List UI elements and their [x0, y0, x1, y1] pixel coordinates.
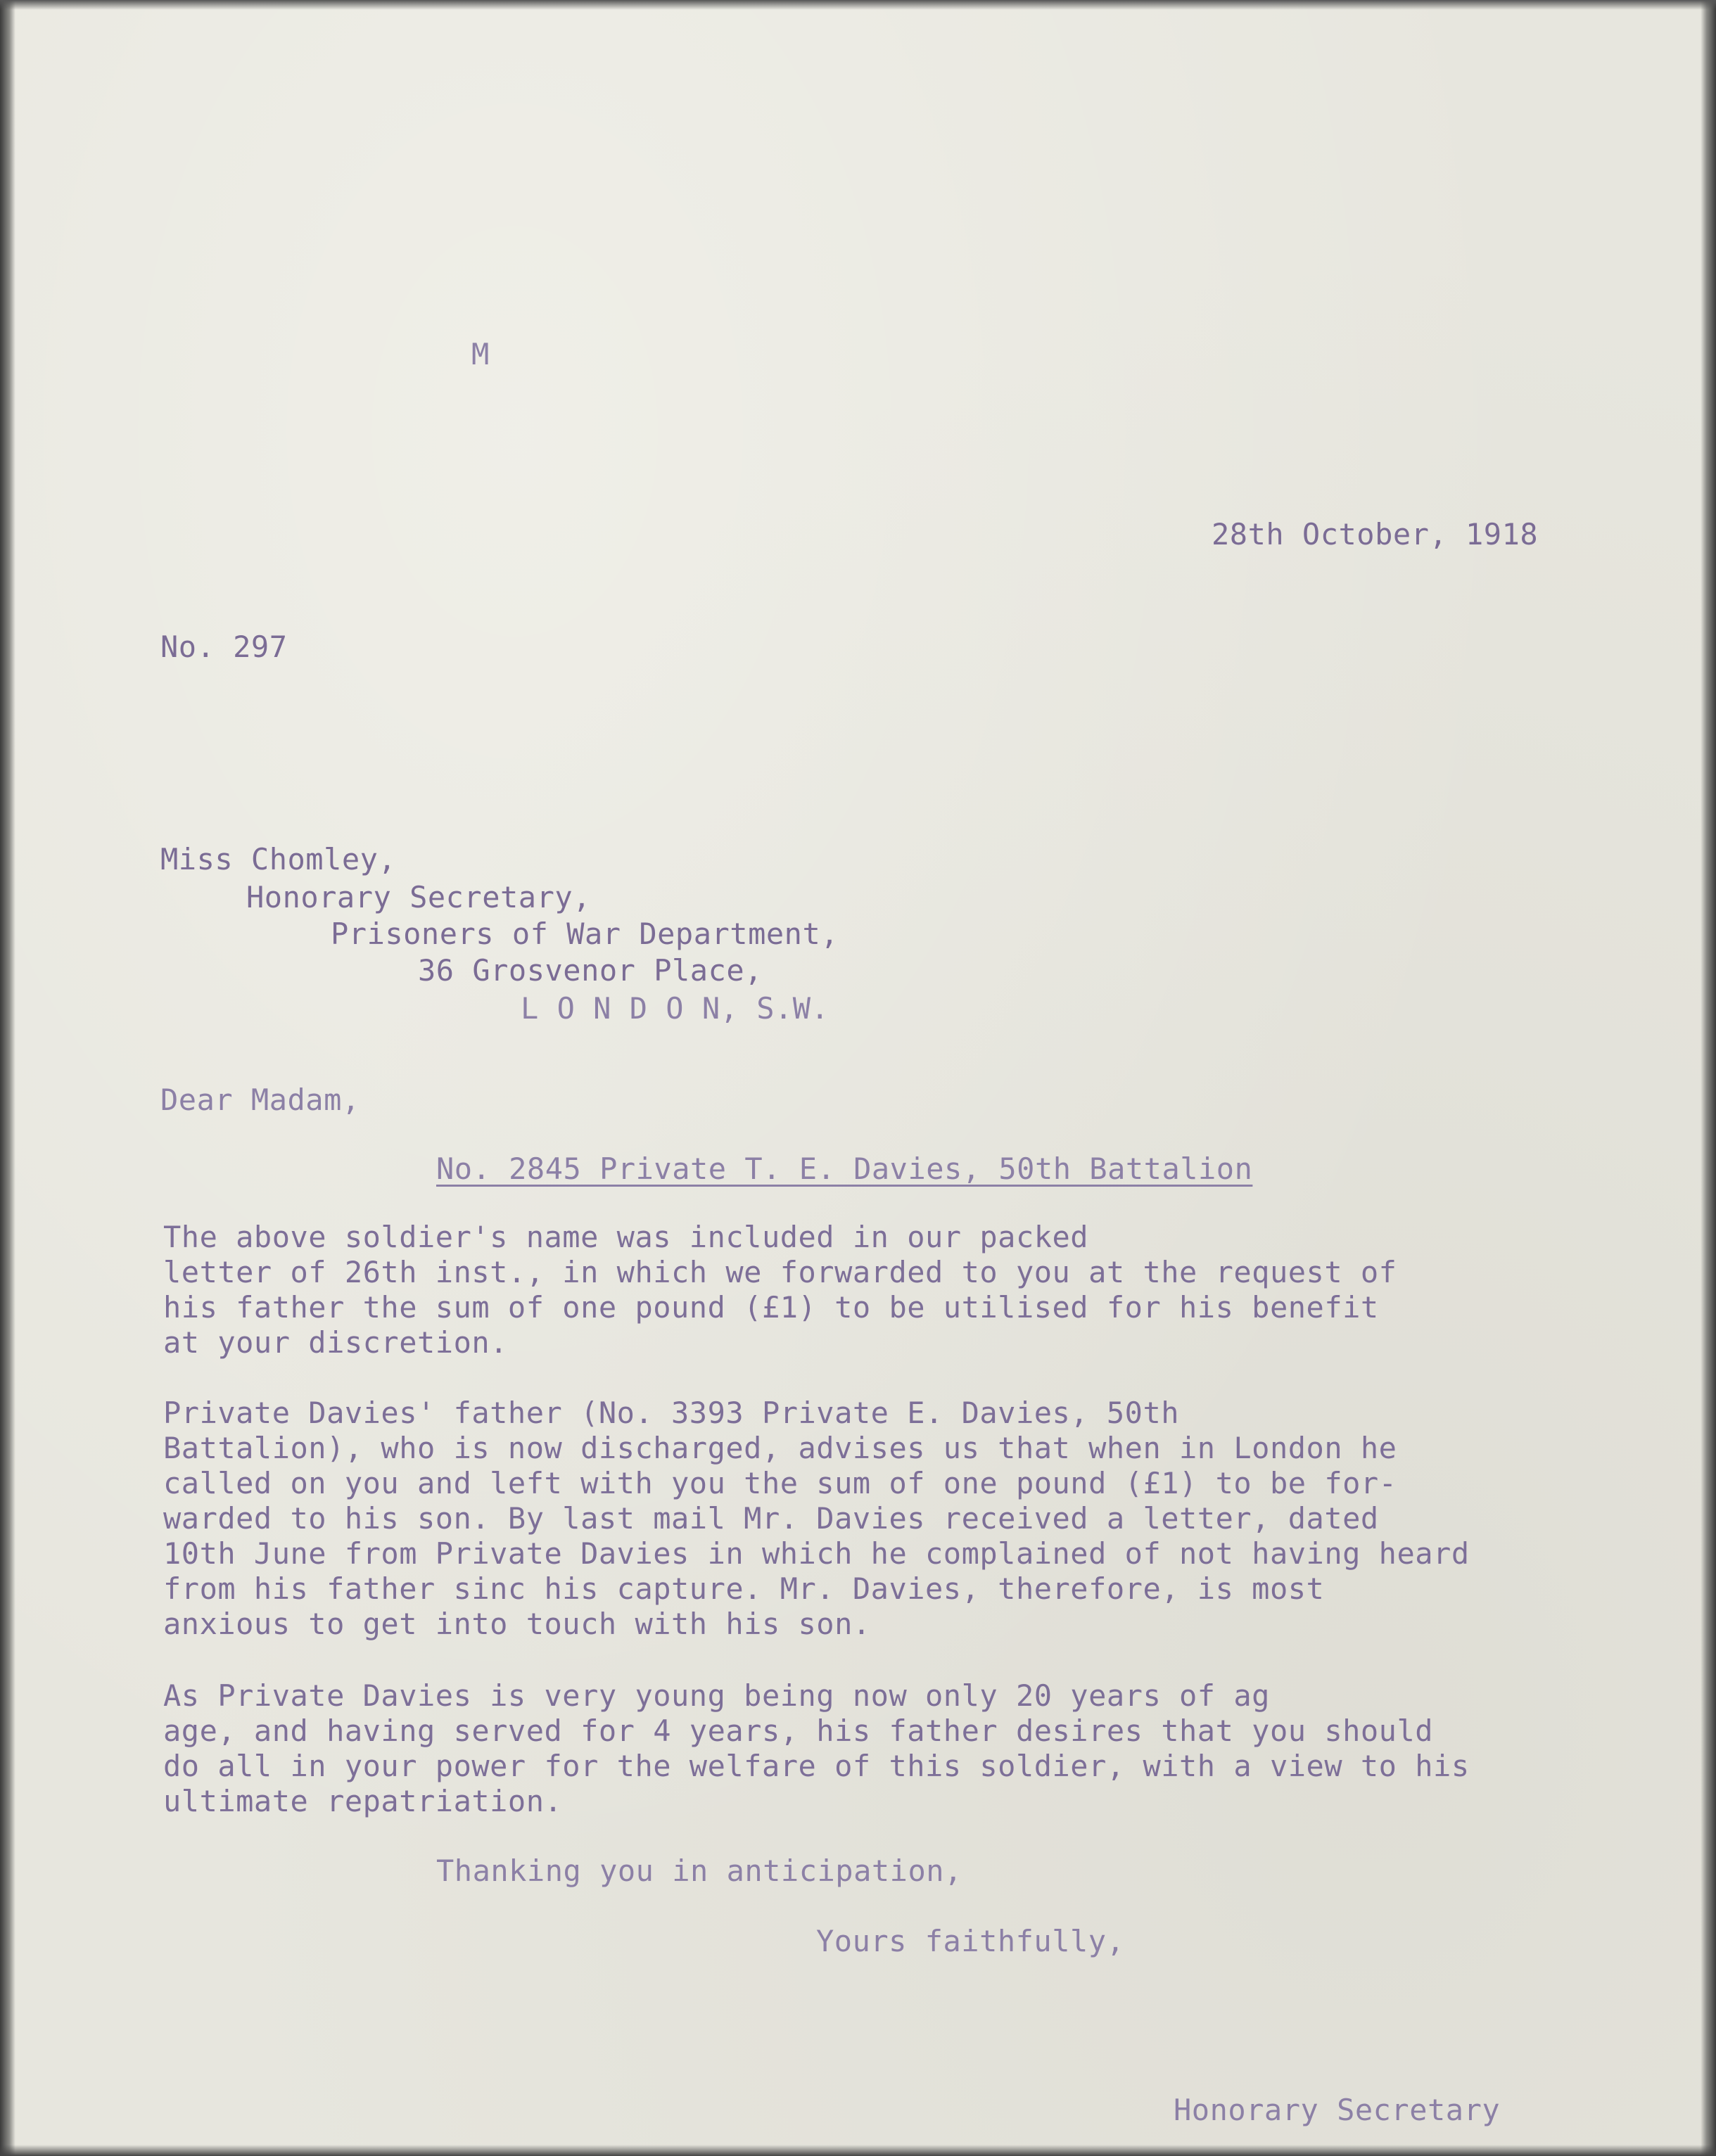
- scan-edge-top: [0, 0, 1716, 10]
- recipient-title: Honorary Secretary,: [246, 880, 591, 914]
- salutation: Dear Madam,: [160, 1083, 360, 1117]
- paragraph-3: As Private Davies is very young being now only 20 years of ag age, and having served for 4 years, his father desires that you should do all in your power for the welfare of this soldier, with a view to his ultimate repatriation.: [163, 1678, 1470, 1818]
- reference-number: No. 297: [160, 630, 288, 664]
- recipient-name: Miss Chomley,: [160, 842, 397, 876]
- scan-edge-left: [0, 0, 15, 2156]
- subject-line: No. 2845 Private T. E. Davies, 50th Battalion: [436, 1152, 1253, 1186]
- scan-edge-right: [1701, 0, 1716, 2156]
- signature-title: Honorary Secretary: [1174, 2093, 1501, 2127]
- letter-date: 28th October, 1918: [1212, 517, 1539, 551]
- paragraph-1: The above soldier's name was included in our packed letter of 26th inst., in which we forwarded to you at the request of his father the sum of one pound (£1) to be utilised for his benefit at your discretion.: [163, 1220, 1397, 1360]
- recipient-city: L O N D O N, S.W.: [521, 991, 830, 1026]
- closing-thanks: Thanking you in anticipation,: [436, 1854, 962, 1888]
- recipient-department: Prisoners of War Department,: [331, 917, 839, 951]
- scan-edge-bottom: [0, 2145, 1716, 2156]
- letter-initial: M: [471, 337, 490, 371]
- closing: Yours faithfully,: [816, 1924, 1125, 1958]
- paragraph-2: Private Davies' father (No. 3393 Private E. Davies, 50th Battalion), who is now discharged, advises us that when in London he called on you and left with you the sum of one pound (£1) to be for- warded to his son. By last mail Mr. Davies received a letter, dated 10th June from Private Davies in which he complained of not having heard from his father sinc his capture. Mr. Davies, therefore, is most anxious to get into touch with his son.: [163, 1396, 1470, 1641]
- recipient-street: 36 Grosvenor Place,: [418, 953, 763, 988]
